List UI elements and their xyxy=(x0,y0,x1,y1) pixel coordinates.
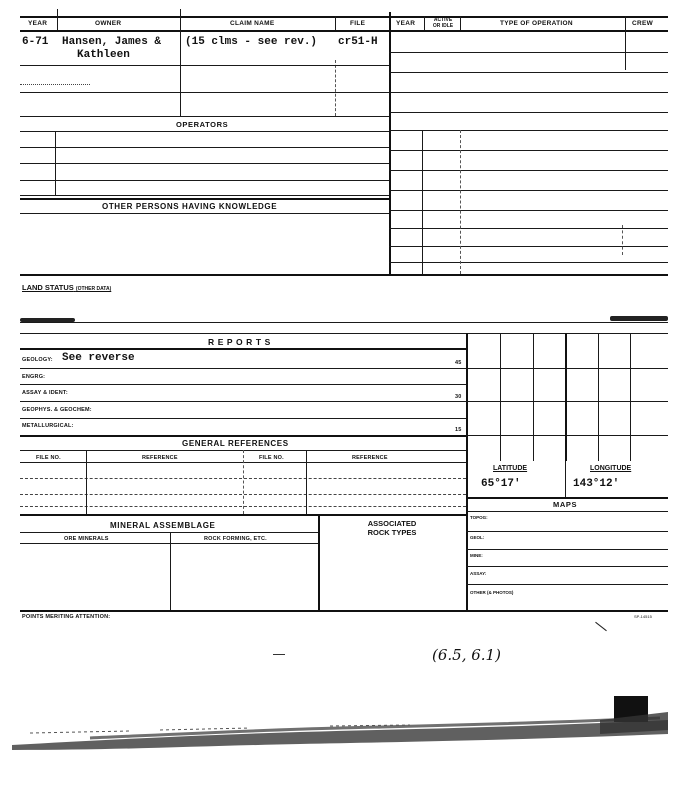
mineral-col-sep xyxy=(170,532,171,610)
report-row-rule xyxy=(20,368,466,369)
maps-geol-label: GEOL: xyxy=(470,535,485,540)
ore-minerals-header: ORE MINERALS xyxy=(64,536,109,542)
lat-long-sep xyxy=(565,461,566,497)
grid-col xyxy=(500,333,501,461)
metallurgical-label: METALLURGICAL: xyxy=(22,423,74,429)
mineral-rule xyxy=(20,543,318,544)
right-col-sep xyxy=(622,225,623,255)
points-meriting-attention-label: POINTS MERITING ATTENTION: xyxy=(22,614,111,620)
geology-value: See reverse xyxy=(62,352,135,364)
owner-claim-sep xyxy=(180,30,181,116)
row-rule xyxy=(20,92,389,93)
reference-header-1: REFERENCE xyxy=(142,455,178,461)
col-type-of-operation: TYPE OF OPERATION xyxy=(500,20,573,27)
row-rule xyxy=(20,116,389,117)
pen-tick-mark xyxy=(595,622,607,631)
col-claim-name: CLAIM NAME xyxy=(230,20,275,27)
land-status-heading: LAND STATUS (OTHER DATA) xyxy=(22,283,112,292)
row-rule xyxy=(20,180,389,181)
top-table-bottom-rule xyxy=(20,274,668,276)
mineral-rule xyxy=(20,532,318,533)
col-year-2: YEAR xyxy=(396,20,416,27)
right-row-rule xyxy=(389,190,668,191)
grid-number-45: 45 xyxy=(455,360,462,366)
maps-rule xyxy=(466,511,668,512)
mineral-rock-types-sep xyxy=(318,514,320,610)
right-row-rule xyxy=(389,150,668,151)
maps-rule xyxy=(466,584,668,585)
report-row-rule xyxy=(20,418,466,419)
row-rule xyxy=(20,163,389,164)
pen-dash-mark xyxy=(273,654,285,655)
right-panel-border xyxy=(466,333,468,610)
col-file: FILE xyxy=(350,20,366,27)
maps-rule xyxy=(466,531,668,532)
right-row-rule xyxy=(389,170,668,171)
handwritten-coordinates-note: (6.5, 6.1) xyxy=(432,646,501,664)
crew-sep xyxy=(625,30,626,70)
references-col-sep xyxy=(306,450,307,514)
engrg-label: ENGRG: xyxy=(22,374,46,380)
row-rule xyxy=(20,84,90,85)
sep xyxy=(180,9,181,30)
maps-assay-label: ASSAY: xyxy=(470,571,487,576)
reports-heading-rule xyxy=(20,348,466,350)
record-year: 6-71 xyxy=(22,36,49,48)
references-bottom-rule xyxy=(20,514,466,516)
right-row-rule xyxy=(389,262,668,263)
right-row-rule xyxy=(389,210,668,211)
maps-top-rule xyxy=(466,497,668,499)
scan-noise-band xyxy=(0,690,678,760)
operator-col-sep xyxy=(55,131,56,195)
general-references-heading: GENERAL REFERENCES xyxy=(182,439,289,448)
col-active-or-idle: ACTIVE OR IDLE xyxy=(432,17,454,29)
land-status-scan-mark xyxy=(610,316,668,321)
sep xyxy=(335,16,336,30)
maps-rule xyxy=(466,566,668,567)
bottom-form-rule xyxy=(20,610,668,612)
land-status-rule xyxy=(20,322,668,323)
record-file: cr51-H xyxy=(338,36,378,48)
grid-rule xyxy=(466,435,668,436)
mineral-assemblage-heading: MINERAL ASSEMBLAGE xyxy=(110,521,216,530)
maps-mine-label: MINE: xyxy=(470,553,483,558)
file-no-header-2: FILE NO. xyxy=(259,455,284,461)
claim-file-sep xyxy=(335,60,336,116)
right-row-rule xyxy=(389,228,668,229)
longitude-label: LONGITUDE xyxy=(590,465,632,472)
grid-col xyxy=(630,333,631,461)
report-row-rule xyxy=(20,401,466,402)
grid-rule xyxy=(466,368,668,369)
col-owner: OWNER xyxy=(95,20,122,27)
rock-forming-header: ROCK FORMING, ETC. xyxy=(204,536,267,542)
record-owner-line1: Hansen, James & xyxy=(62,36,162,48)
other-persons-rule xyxy=(20,213,389,214)
sep xyxy=(625,16,626,30)
record-owner-line2: Kathleen xyxy=(77,49,130,61)
references-col-sep xyxy=(243,450,244,514)
right-col-sep xyxy=(460,130,461,274)
land-status-rule xyxy=(20,333,668,334)
grid-col xyxy=(565,333,567,461)
other-persons-heading: OTHER PERSONS HAVING KNOWLEDGE xyxy=(102,202,278,211)
maps-rule xyxy=(466,549,668,550)
reference-header-2: REFERENCE xyxy=(352,455,388,461)
report-row-rule xyxy=(20,384,466,385)
file-no-header-1: FILE NO. xyxy=(36,455,61,461)
record-claim-name: (15 clms - see rev.) xyxy=(185,36,318,48)
report-row-rule xyxy=(20,435,466,437)
right-row-rule xyxy=(389,92,668,93)
operators-rule xyxy=(20,131,389,132)
references-col-sep xyxy=(86,450,87,514)
right-row-rule xyxy=(389,72,668,73)
header-top-rule xyxy=(20,16,668,18)
right-col-sep xyxy=(422,130,423,274)
sep xyxy=(57,9,58,30)
reports-heading: R E P O R T S xyxy=(208,337,271,347)
col-crew: CREW xyxy=(632,20,654,27)
right-row-rule xyxy=(389,112,668,113)
grid-col xyxy=(533,333,534,461)
grid-number-30: 30 xyxy=(455,394,462,400)
col-year: YEAR xyxy=(28,20,48,27)
latitude-value: 65°17' xyxy=(481,478,521,490)
right-row-rule xyxy=(389,246,668,247)
longitude-value: 143°12' xyxy=(573,478,620,490)
latitude-label: LATITUDE xyxy=(493,465,528,472)
grid-number-15: 15 xyxy=(455,427,462,433)
right-row-rule xyxy=(389,52,668,53)
grid-rule xyxy=(466,401,668,402)
maps-topog-label: TOPOG: xyxy=(470,515,488,520)
header-bottom-rule xyxy=(20,30,668,32)
associated-rock-types-heading: ASSOCIATED ROCK TYPES xyxy=(367,519,417,537)
row-rule xyxy=(20,195,389,196)
form-number: SP-14515 xyxy=(634,614,652,619)
operators-bottom-rule xyxy=(20,198,389,200)
row-rule xyxy=(20,147,389,148)
operators-heading: OPERATORS xyxy=(176,120,229,129)
geophys-label: GEOPHYS. & GEOCHEM: xyxy=(22,407,92,413)
maps-heading: MAPS xyxy=(553,500,578,509)
row-rule xyxy=(20,65,389,66)
sep xyxy=(424,16,425,30)
sep xyxy=(460,16,461,30)
right-row-rule xyxy=(389,130,668,131)
geology-label: GEOLOGY: xyxy=(22,357,53,363)
maps-other-label: OTHER (& PHOTOS) xyxy=(470,590,514,595)
assay-ident-label: ASSAY & IDENT: xyxy=(22,390,68,396)
grid-col xyxy=(598,333,599,461)
